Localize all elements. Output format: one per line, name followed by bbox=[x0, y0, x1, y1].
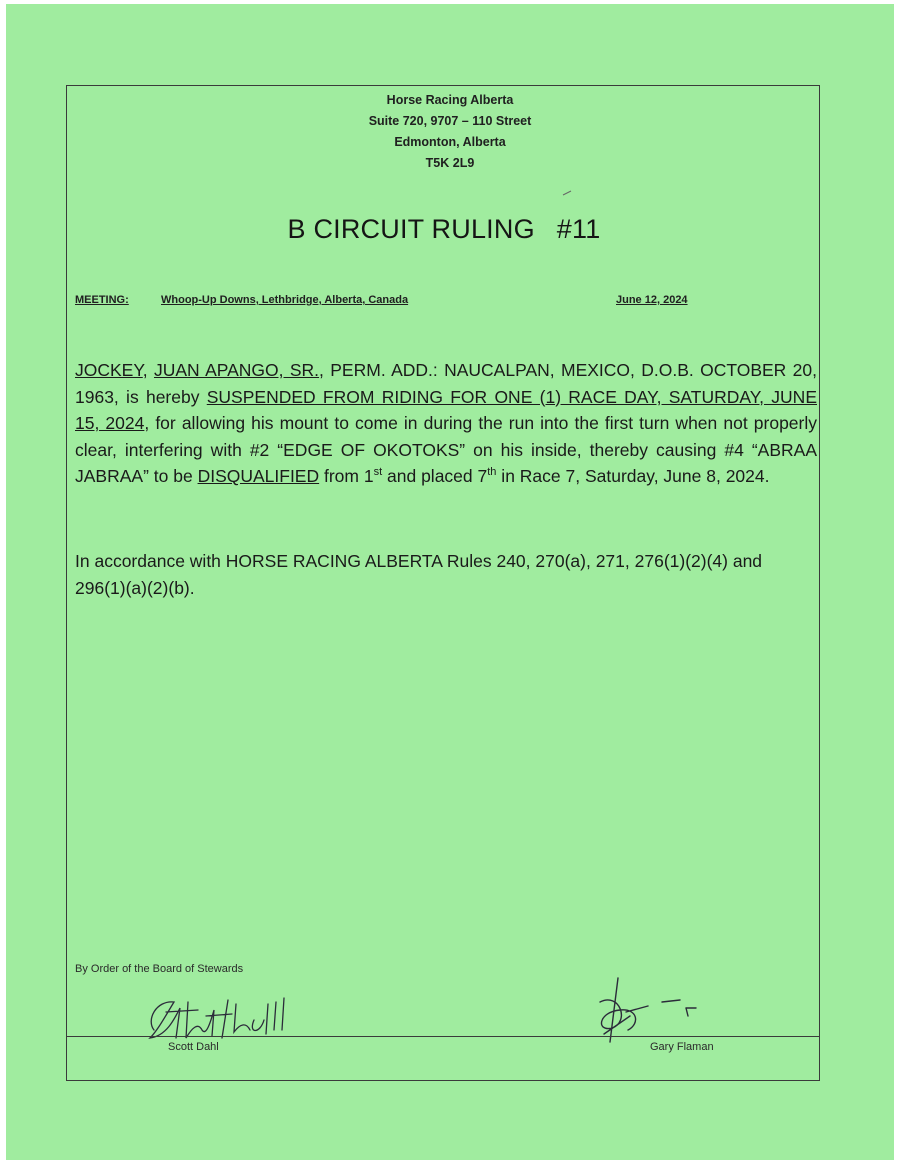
infraction-text: , for allowing his mount to come in during the run into the first turn when not properly clear, interfering with #2 “EDGE OF OKOTOKS” on his inside, thereby causing #4 “ABRAA JABRAA” to be bbox=[75, 413, 817, 486]
signature-line bbox=[66, 1036, 820, 1037]
race-text: in Race 7, Saturday, June 8, 2024. bbox=[496, 466, 770, 486]
from-text: from 1 bbox=[319, 466, 374, 486]
separator: , bbox=[142, 360, 154, 380]
ruling-number: #11 bbox=[556, 214, 601, 244]
address-line-2: Edmonton, Alberta bbox=[394, 135, 506, 149]
ordinal-th: th bbox=[487, 466, 497, 479]
jockey-label: JOCKEY bbox=[75, 360, 143, 380]
postal-code: T5K 2L9 bbox=[425, 156, 475, 170]
board-order: By Order of the Board of Stewards bbox=[75, 963, 244, 975]
meeting-date: June 12, 2024 bbox=[616, 294, 688, 306]
disqualified-text: DISQUALIFIED bbox=[197, 466, 320, 486]
steward-name-1: Scott Dahl bbox=[168, 1041, 219, 1053]
placed-text: and placed 7 bbox=[382, 466, 488, 486]
ruling-title bbox=[0, 214, 888, 245]
suspension-text: SUSPENDED FROM RIDING FOR ONE (1) RACE DAY, SATURDAY, JUNE 15, 2024 bbox=[75, 386, 817, 433]
signature-gary-flaman bbox=[590, 972, 720, 1052]
ruling-title-text: B CIRCUIT RULING bbox=[287, 214, 535, 244]
jockey-details: , PERM. ADD.: NAUCALPAN, MEXICO, D.O.B. OCTOBER 20, 1963, is hereby bbox=[75, 360, 817, 407]
ruling-paragraph bbox=[75, 357, 817, 490]
address-line-1: Suite 720, 9707 – 110 Street bbox=[368, 114, 532, 128]
meeting-label: MEETING: bbox=[75, 294, 129, 306]
jockey-name: JUAN APANGO, SR. bbox=[153, 360, 320, 380]
meeting-line bbox=[75, 294, 715, 306]
steward-name-2: Gary Flaman bbox=[650, 1041, 714, 1053]
stray-mark bbox=[562, 190, 572, 196]
rules-paragraph: In accordance with HORSE RACING ALBERTA Rules 240, 270(a), 271, 276(1)(2)(4) and 296(1)(a)(2)(b). bbox=[75, 551, 763, 598]
ordinal-st: st bbox=[373, 466, 383, 479]
letterhead bbox=[0, 90, 900, 174]
org-name: Horse Racing Alberta bbox=[386, 93, 514, 107]
signature-scott-dahl bbox=[136, 990, 306, 1050]
meeting-venue: Whoop-Up Downs, Lethbridge, Alberta, Canada bbox=[161, 294, 409, 306]
